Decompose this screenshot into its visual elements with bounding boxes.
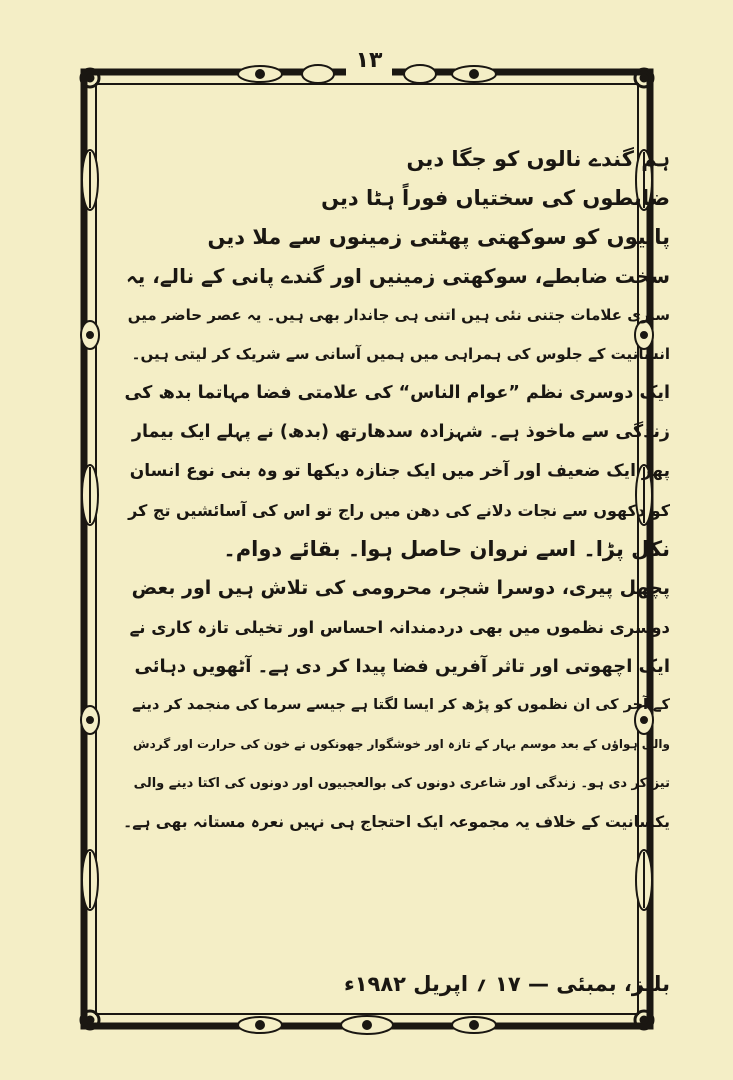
- prose-line: زندگی سے ماخوذ ہے۔ شہزادہ سدھارتھ (بدھ) نے پہلے ایک بیمار: [131, 422, 670, 442]
- floral-ornament-bottom: [238, 1016, 496, 1034]
- floral-ornament-top-right: [452, 66, 496, 82]
- prose-line: انسانیت کے جلوس کی ہمراہی میں ہمیں آسانی سے شریک کر لیتی ہیں۔: [131, 345, 670, 363]
- prose-line: کو دکھوں سے نجات دلانے کی دھن میں راج تو اس کی آسائشیں تج کر: [128, 501, 670, 520]
- prose-line: دوسری نظموں میں بھی دردمندانہ احساس اور تخیلی تازہ کاری نے: [129, 618, 670, 637]
- prose-line: ساری علامات جتنی نئی ہیں اتنی ہی جاندار بھی ہیں۔ یہ عصر حاضر میں: [127, 306, 670, 324]
- prose-line: پھر ایک ضعیف اور آخر میں ایک جنازہ دیکھا تو وہ بنی نوع انسان: [129, 461, 670, 481]
- verse-line: ہم گندے نالوں کو جگا دیں: [406, 147, 670, 171]
- prose-line: کے آخر کی ان نظموں کو پڑھ کر ایسا لگتا ہے جیسے سرما کی منجمد کر دینے: [132, 697, 670, 713]
- prose-line: والی ہواؤں کے بعد موسم بہار کے تازہ اور خوشگوار جھونکوں نے خون کی حرارت اور گردش: [133, 737, 670, 751]
- signature-line: بلٹز، بمبئی — ۱۷ ؍ اپریل ۱۹۸۲ء: [343, 972, 670, 996]
- floral-ornament-top-left: [238, 66, 282, 82]
- prose-line: تیز کر دی ہو۔ زندگی اور شاعری دونوں کی بوالعجبیوں اور دونوں کی اکتا دینے والی: [133, 776, 670, 791]
- verse-line: پانیوں کو سوکھتی پھٹتی زمینوں سے ملا دیں: [207, 225, 670, 249]
- prose-line: پچھل پیری، دوسرا شجر، محرومی کی تلاش ہیں اور بعض: [131, 577, 670, 599]
- body-text: [122, 140, 670, 842]
- prose-line: یکسانیت کے خلاف یہ مجموعہ ایک احتجاج ہی نہیں نعرہ مستانہ بھی ہے۔: [123, 813, 670, 831]
- prose-line: سخت ضابطے، سوکھتی زمینیں اور گندے پانی کے نالے، یہ: [126, 264, 670, 288]
- prose-line: ایک دوسری نظم ”عوام الناس“ کی علامتی فضا مہاتما بدھ کی: [124, 383, 670, 403]
- prose-line: ایک اچھوتی اور تاثر آفریں فضا پیدا کر دی ہے۔ آٹھویں دہائی: [134, 656, 670, 677]
- prose-line: نکل پڑا۔ اسے نروان حاصل ہوا۔ بقائے دوام۔: [223, 537, 670, 561]
- verse-line: ضابطوں کی سختیاں فوراً ہٹا دیں: [321, 186, 670, 210]
- page-number: ۱۳: [346, 46, 392, 76]
